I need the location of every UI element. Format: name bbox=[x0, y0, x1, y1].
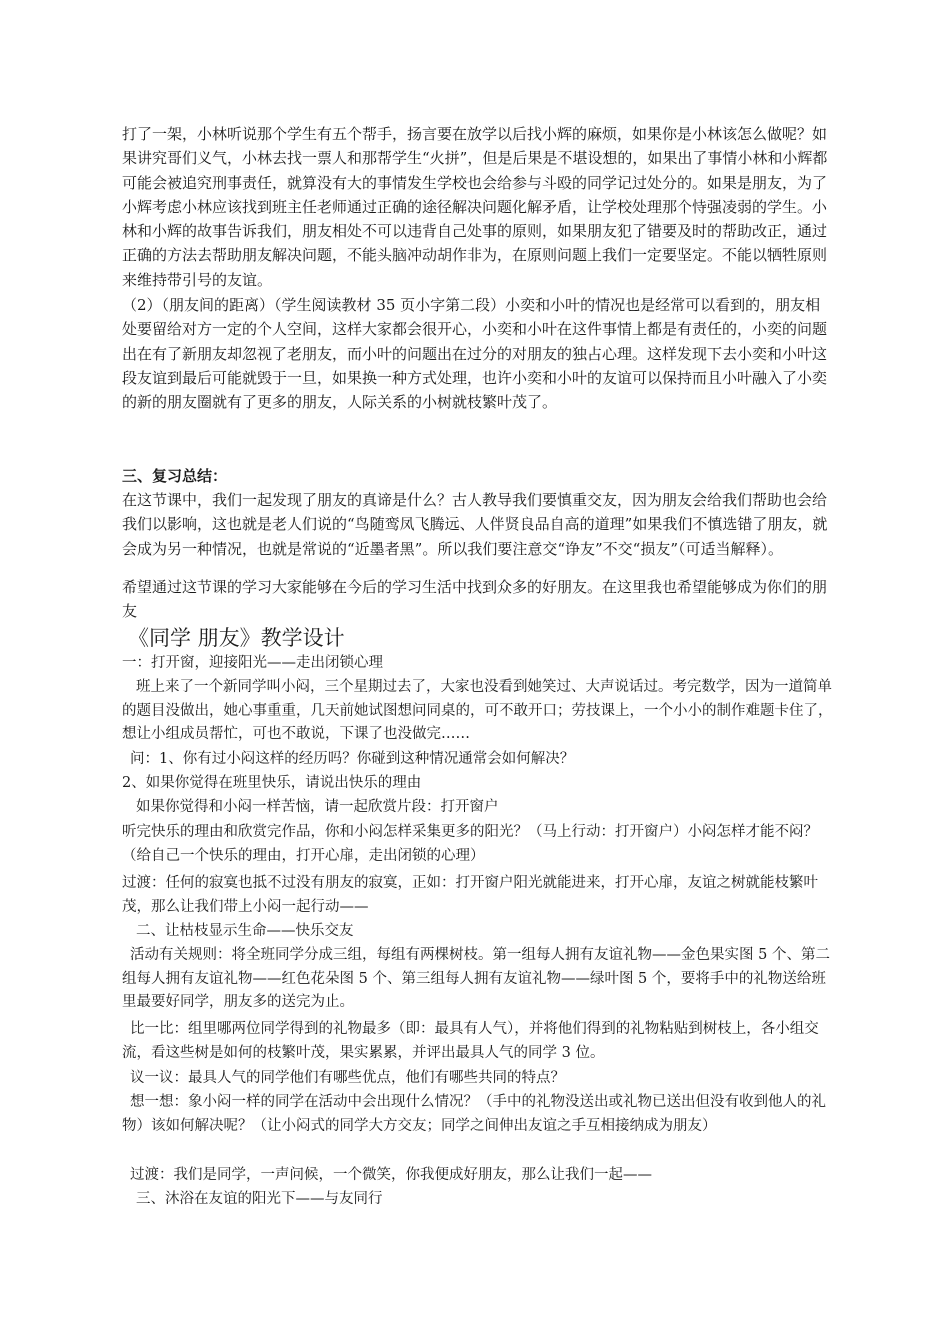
design-transition-1: 过渡：任何的寂寞也抵不过没有朋友的寂寞，正如：打开窗户阳光就能进来，打开心扉，友谊之树就能枝繁叶茂，那么让我们带上小闷一起行动—— bbox=[122, 875, 818, 915]
design-question-1: 问：1、你有过小闷这样的经历吗？你碰到这种情况通常会如何解决？ bbox=[130, 751, 575, 767]
design-followup: 听完快乐的理由和欣赏完作品，你和小闷怎样采集更多的阳光？（马上行动：打开窗户）小闷怎样才能不闷？（给自己一个快乐的理由，打开心扉，走出闭锁的心理） bbox=[122, 824, 818, 864]
paragraph-friend-distance: （2）（朋友间的距离）（学生阅读教材 35 页小字第二段）小奕和小叶的情况也是经常可以看到的，朋友相处要留给对方一定的个人空间，这样大家都会很开心，小奕和小叶在这件事情上都是有责任的，小奕的问题出在有了新朋友却忽视了老朋友，而小叶的问题出在过分的对朋友的独占心理。这样发现下去小奕和小叶这段友谊到最后可能就毁于一旦，如果换一种方式处理，也许小奕和小叶的友谊可以保持而且小叶融入了小奕的新的朋友圈就有了更多的朋友，人际关系的小树就枝繁叶茂了。 bbox=[122, 296, 828, 412]
design-story-paragraph: 班上来了一个新同学叫小闷，三个星期过去了，大家也没看到她笑过、大声说话过。考完数学，因为一道简单的题目没做出，她心事重重，几天前她试图想问同桌的，可不敢开口；劳技课上，一个小小的制作难题卡住了，想让小组成员帮忙，可也不敢说，下课了也没做完…… bbox=[122, 679, 833, 742]
page-title: 《同学 朋友》教学设计 bbox=[128, 626, 345, 650]
design-activity-rules: 活动有关规则：将全班同学分成三组，每组有两棵树枝。第一组每人拥有友谊礼物——金色果实图 5 个、第二组每人拥有友谊礼物——红色花朵图 5 个、第三组每人拥有友谊礼物——绿叶图 5 个，要将手中的礼物送给班里最要好同学，朋友多的送完为止。 bbox=[122, 947, 830, 1010]
section-heading-review: 三、复习总结： bbox=[122, 467, 228, 485]
design-step-3-heading: 三、沐浴在友谊的阳光下——与友同行 bbox=[136, 1191, 383, 1207]
design-think: 想一想：象小闷一样的同学在活动中会出现什么情况？（手中的礼物没送出或礼物已送出但没有收到他人的礼物）该如何解决呢？（让小闷式的同学大方交友；同学之间伸出友谊之手互相接纳成为朋友） bbox=[122, 1094, 826, 1134]
design-discuss: 议一议：最具人气的同学他们有哪些优点，他们有哪些共同的特点？ bbox=[130, 1070, 565, 1086]
design-step-1-heading: 一：打开窗，迎接阳光——走出闭锁心理 bbox=[122, 655, 383, 671]
design-step-2-heading: 二、让枯枝显示生命——快乐交友 bbox=[136, 923, 354, 939]
design-transition-2: 过渡：我们是同学，一声问候，一个微笑，你我便成好朋友，那么让我们一起—— bbox=[130, 1167, 652, 1183]
design-question-3: 如果你觉得和小闷一样苦恼，请一起欣赏片段：打开窗户 bbox=[136, 799, 499, 815]
design-question-2: 2、如果你觉得在班里快乐，请说出快乐的理由 bbox=[122, 775, 422, 791]
paragraph-summary: 在这节课中，我们一起发现了朋友的真谛是什么？古人教导我们要慎重交友，因为朋友会给我们帮助也会给我们以影响，这也就是老人们说的“鸟随鸾凤飞腾远、人伴贤良品自高的道理”如果我们不慎选错了朋友，就会成为另一种情况，也就是常说的“近墨者黑”。所以我们要注意交“诤友”不交“损友”（可适当解释）。 bbox=[122, 491, 828, 558]
design-compare: 比一比：组里哪两位同学得到的礼物最多（即：最具有人气），并将他们得到的礼物粘贴到树枝上，各小组交流，看这些树是如何的枝繁叶茂，果实累累，并评出最具人气的同学 3 位。 bbox=[122, 1021, 819, 1061]
paragraph-closing: 希望通过这节课的学习大家能够在今后的学习生活中找到众多的好朋友。在这里我也希望能够成为你们的朋友 bbox=[122, 578, 828, 621]
paragraph-xiaolin-story: 打了一架，小林听说那个学生有五个帮手，扬言要在放学以后找小辉的麻烦，如果你是小林该怎么做呢？如果讲究哥们义气，小林去找一票人和那帮学生“火拼”，但是后果是不堪设想的，如果出了事情小林和小辉都可能会被追究刑事责任，就算没有大的事情发生学校也会给参与斗殴的同学记过处分的。如果是朋友，为了小辉考虑小林应该找到班主任老师通过正确的途径解决问题化解矛盾，让学校处理那个恃强凌弱的学生。小林和小辉的故事告诉我们，朋友相处不可以违背自己处事的原则，如果朋友犯了错要及时的帮助改正，通过正确的方法去帮助朋友解决问题，不能头脑冲动胡作非为，在原则问题上我们一定要坚定。不能以牺牲原则来维持带引号的友谊。 bbox=[122, 125, 828, 289]
